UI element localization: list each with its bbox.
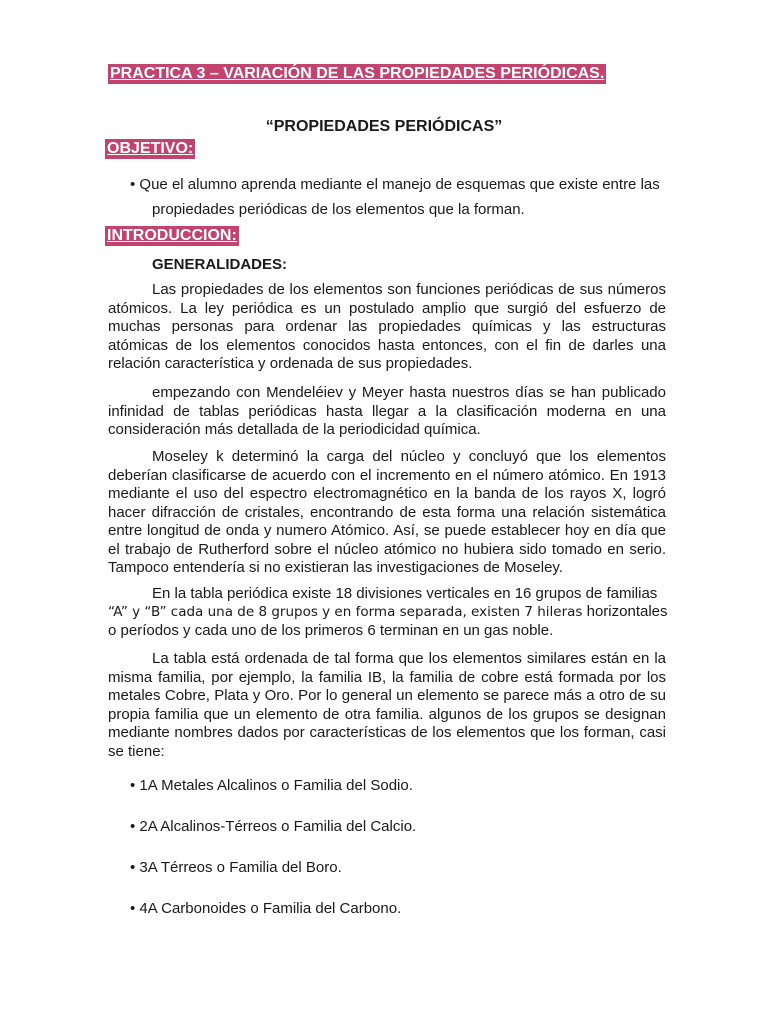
objetivo-heading: OBJETIVO: (107, 140, 194, 157)
paragraph-4-line2-b: horizontales (582, 603, 668, 620)
paragraph-5: La tabla está ordenada de tal forma que los elementos similares están en la misma familia, por ejemplo, la familia IB, la familia de cobre está formada por los metales Cobre, Plata y Oro. Por lo general un elemento se parece más a otro de su propia familia que un elemento de otra familia. algunos de los grupos se designan mediante nombres dados por características de los elementos que los forman, casi se tiene: (108, 650, 666, 760)
paragraph-4-line2-a: “A” y “B” cada una de 8 grupos y en forma separada, existen 7 hileras (108, 604, 583, 620)
paragraph-4-line1: En la tabla periódica existe 18 divisiones verticales en 16 grupos de familias (152, 585, 658, 602)
introduccion-heading: INTRODUCCION: (107, 227, 237, 244)
paragraph-2: empezando con Mendeléiev y Meyer hasta nuestros días se han publicado infinidad de tablas periódicas hasta llegar a la clasificación moderna en una consideración más detallada de la periodicidad química. (108, 384, 666, 438)
generalidades-heading: GENERALIDADES: (152, 256, 288, 273)
paragraph-1: Las propiedades de los elementos son funciones periódicas de sus números atómicos. La ley periódica es un postulado amplio que surgió del esfuerzo de muchas personas para ordenar las propiedades químicas y las estructuras atómicas de los elementos conocidos hasta entonces, con el fin de darles una relación característica y ordenada de sus propiedades. (108, 281, 666, 372)
document-title: PRACTICA 3 – VARIACIÓN DE LAS PROPIEDADES PERIÓDICAS. (110, 65, 605, 82)
list-item: • 3A Térreos o Familia del Boro. (130, 859, 342, 876)
section-title: “PROPIEDADES PERIÓDICAS” (265, 118, 503, 135)
list-item: • 2A Alcalinos-Térreos o Familia del Calcio. (130, 818, 417, 835)
objetivo-bullet-line2: propiedades periódicas de los elementos que la forman. (152, 201, 525, 218)
objetivo-bullet-line1: • Que el alumno aprenda mediante el manejo de esquemas que existe entre las (130, 176, 660, 193)
paragraph-3: Moseley k determinó la carga del núcleo y concluyó que los elementos deberían clasificarse de acuerdo con el incremento en el número atómico. En 1913 mediante el uso del espectro electromagnético en la banda de los rayos X, logró hacer difracción de cristales, encontrando de esta forma una relación sistemática entre longitud de onda y numero Atómico. Así, se puede establecer hoy en día que el trabajo de Rutherford sobre el núcleo atómico no hubiera sido tomado en serio. Tampoco entendería si no existieran las investigaciones de Moseley. (108, 448, 666, 576)
paragraph-4-line2 (108, 603, 668, 621)
paragraph-4-line3: o períodos y cada uno de los primeros 6 terminan en un gas noble. (108, 622, 554, 639)
list-item: • 4A Carbonoides o Familia del Carbono. (130, 900, 402, 917)
list-item: • 1A Metales Alcalinos o Familia del Sodio. (130, 777, 413, 794)
